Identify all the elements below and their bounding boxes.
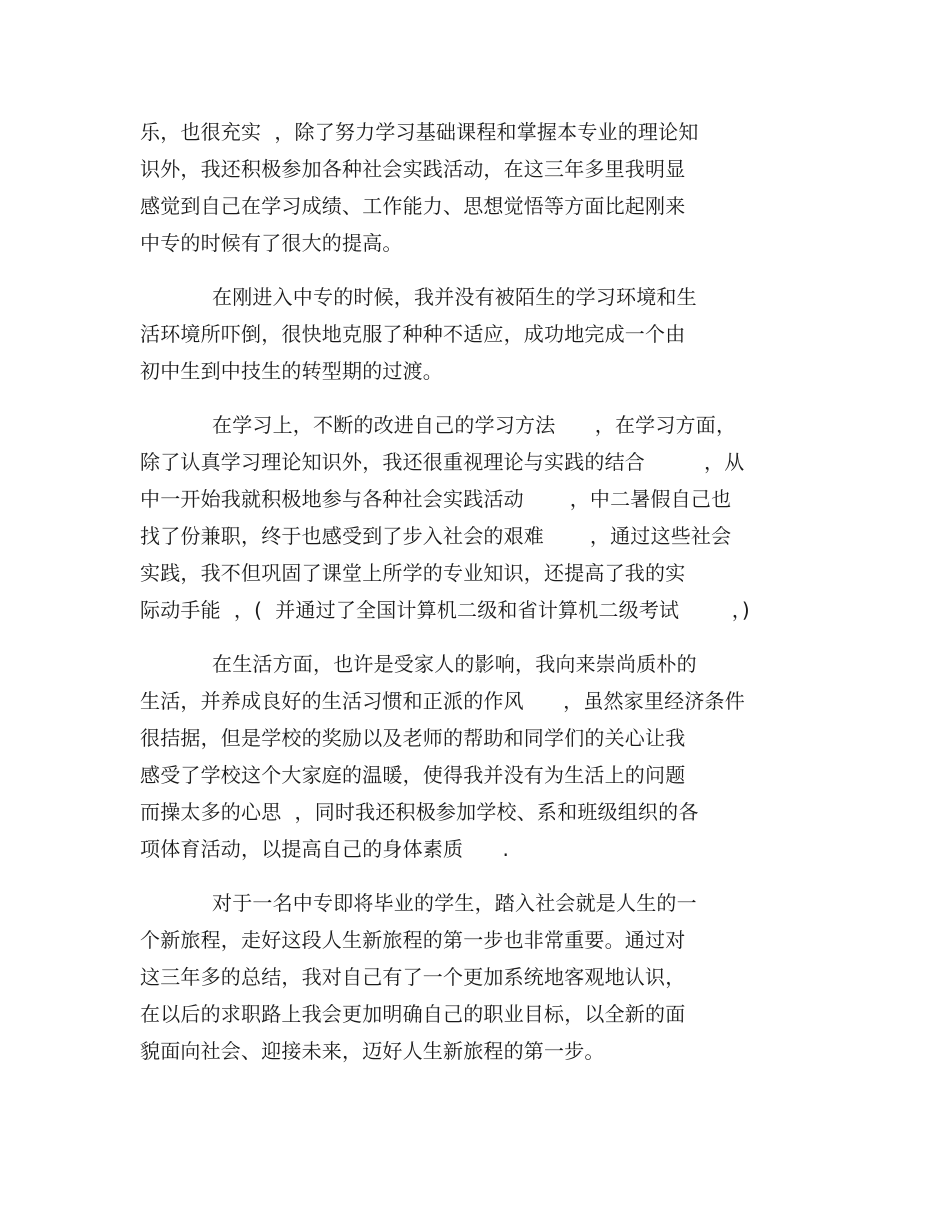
text-line: 在生活方面，也许是受家人的影响，我向来崇尚质朴的	[212, 652, 697, 676]
text-line: 在刚进入中专的时候，我并没有被陌生的学习环境和生	[212, 285, 697, 309]
text-line: 初中生到中技生的转型期的过渡。	[140, 359, 443, 383]
text-line: 际动手能 ，( 并通过了全国计算机二级和省计算机二级考试 ，)	[140, 598, 750, 622]
text-line: 感觉到自己在学习成绩、工作能力、思想觉悟等方面比起刚来	[140, 194, 686, 218]
text-line: 项体育活动，以提高自己的身体素质 .	[140, 837, 510, 861]
text-line: 中专的时候有了很大的提高。	[140, 231, 403, 255]
text-line: 貌面向社会、迎接未来，迈好人生新旅程的第一步。	[140, 1039, 605, 1063]
text-line: 中一开始我就积极地参与各种社会实践活动 ，中二暑假自己也	[140, 487, 732, 511]
text-line: 在学习上，不断的改进自己的学习方法 ，在学习方面，	[212, 413, 737, 437]
text-line: 很拮据，但是学校的奖励以及老师的帮助和同学们的关心让我	[140, 726, 686, 750]
text-line: 生活，并养成良好的生活习惯和正派的作风 ，虽然家里经济条件	[140, 689, 745, 713]
text-line: 在以后的求职路上我会更加明确自己的职业目标，以全新的面	[140, 1002, 686, 1026]
text-line: 识外，我还积极参加各种社会实践活动，在这三年多里我明显	[140, 157, 686, 181]
text-line: 个新旅程，走好这段人生新旅程的第一步也非常重要。通过对	[140, 928, 686, 952]
paragraph-2	[140, 279, 820, 390]
text-line: 除了认真学习理论知识外，我还很重视理论与实践的结合 ，从	[140, 450, 745, 474]
text-line: 而操太多的心思 ，同时我还积极参加学校、系和班级组织的各	[140, 800, 699, 824]
text-line: 这三年多的总结，我对自己有了一个更加系统地客观地认识，	[140, 965, 686, 989]
paragraph-3	[140, 407, 820, 629]
paragraph-5	[140, 885, 820, 1070]
text-line: 乐，也很充实 ，除了努力学习基础课程和掌握本专业的理论知	[140, 120, 699, 144]
paragraph-1	[140, 114, 820, 262]
text-line: 活环境所吓倒，很快地克服了种种不适应，成功地完成一个由	[140, 322, 686, 346]
text-line: 感受了学校这个大家庭的温暖，使得我并没有为生活上的问题	[140, 763, 686, 787]
text-line: 对于一名中专即将毕业的学生，踏入社会就是人生的一	[212, 891, 697, 915]
text-line: 找了份兼职，终于也感受到了步入社会的艰难 ，通过这些社会	[140, 524, 732, 548]
document-page	[140, 114, 820, 1087]
text-line: 实践，我不但巩固了课堂上所学的专业知识，还提高了我的实	[140, 561, 686, 585]
paragraph-4	[140, 646, 820, 868]
